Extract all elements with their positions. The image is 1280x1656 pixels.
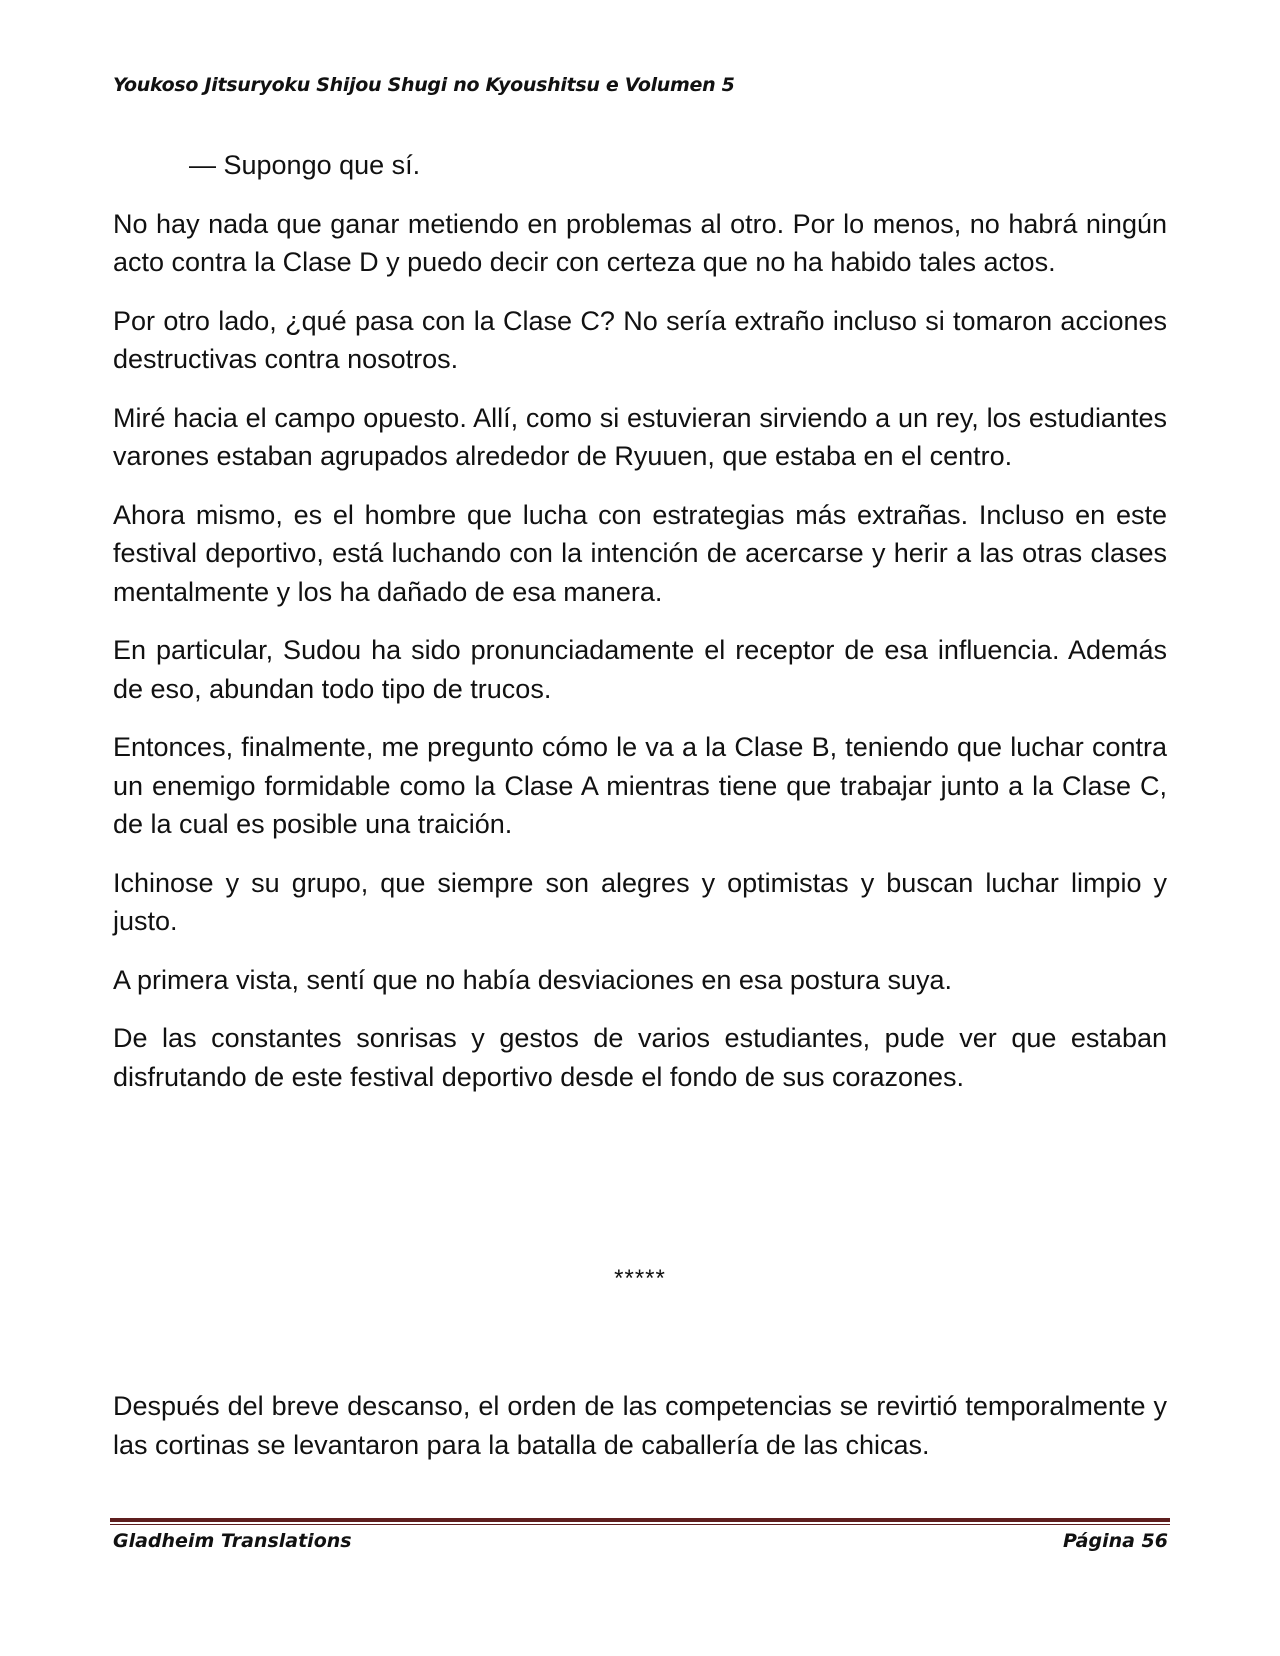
paragraph: Entonces, finalmente, me pregunto cómo le va a la Clase B, teniendo que luchar contra un enemigo formidable como la Clase A mientras tiene que trabajar junto a la Clase C, de la cual es posible una traición. [113,732,1167,839]
paragraph: En particular, Sudou ha sido pronunciadamente el receptor de esa influencia. Además de eso, abundan todo tipo de trucos. [113,635,1167,704]
main-text [113,146,1167,1116]
paragraph: Ahora mismo, es el hombre que lucha con estrategias más extrañas. Incluso en este festival deportivo, está luchando con la intención de acercarse y herir a las otras clases mentalmente y los ha dañado de esa manera. [113,499,1167,607]
paragraph: — Supongo que sí. [189,150,421,180]
paragraph: De las constantes sonrisas y gestos de varios estudiantes, pude ver que estaban disfrutando de este festival deportivo desde el fondo de sus corazones. [113,1023,1167,1092]
paragraph: Después del breve descanso, el orden de las competencias se revirtió temporalmente y las cortinas se levantaron para la batalla de caballería de las chicas. [113,1391,1167,1460]
footer-page-number: Página 56 [1062,1530,1168,1552]
main-text-continued [113,1387,1167,1484]
footer-divider [110,1518,1170,1525]
header-title: Youkoso Jitsuryoku Shijou Shugi no Kyoushitsu e Volumen 5 [113,74,735,96]
paragraph: Ichinose y su grupo, que siempre son alegres y optimistas y buscan luchar limpio y justo. [113,867,1167,936]
paragraph: Por otro lado, ¿qué pasa con la Clase C? No sería extraño incluso si tomaron acciones destructivas contra nosotros. [113,305,1167,374]
paragraph: Miré hacia el campo opuesto. Allí, como si estuvieran sirviendo a un rey, los estudiantes varones estaban agrupados alrededor de Ryuuen, que estaba en el centro. [113,402,1167,471]
section-separator: ***** [614,1265,666,1292]
paragraph: A primera vista, sentí que no había desviaciones en esa postura suya. [113,964,953,995]
paragraph: No hay nada que ganar metiendo en problemas al otro. Por lo menos, no habrá ningún acto contra la Clase D y puedo decir con certeza que no ha habido tales actos. [113,208,1167,277]
footer-publisher: Gladheim Translations [113,1530,352,1552]
